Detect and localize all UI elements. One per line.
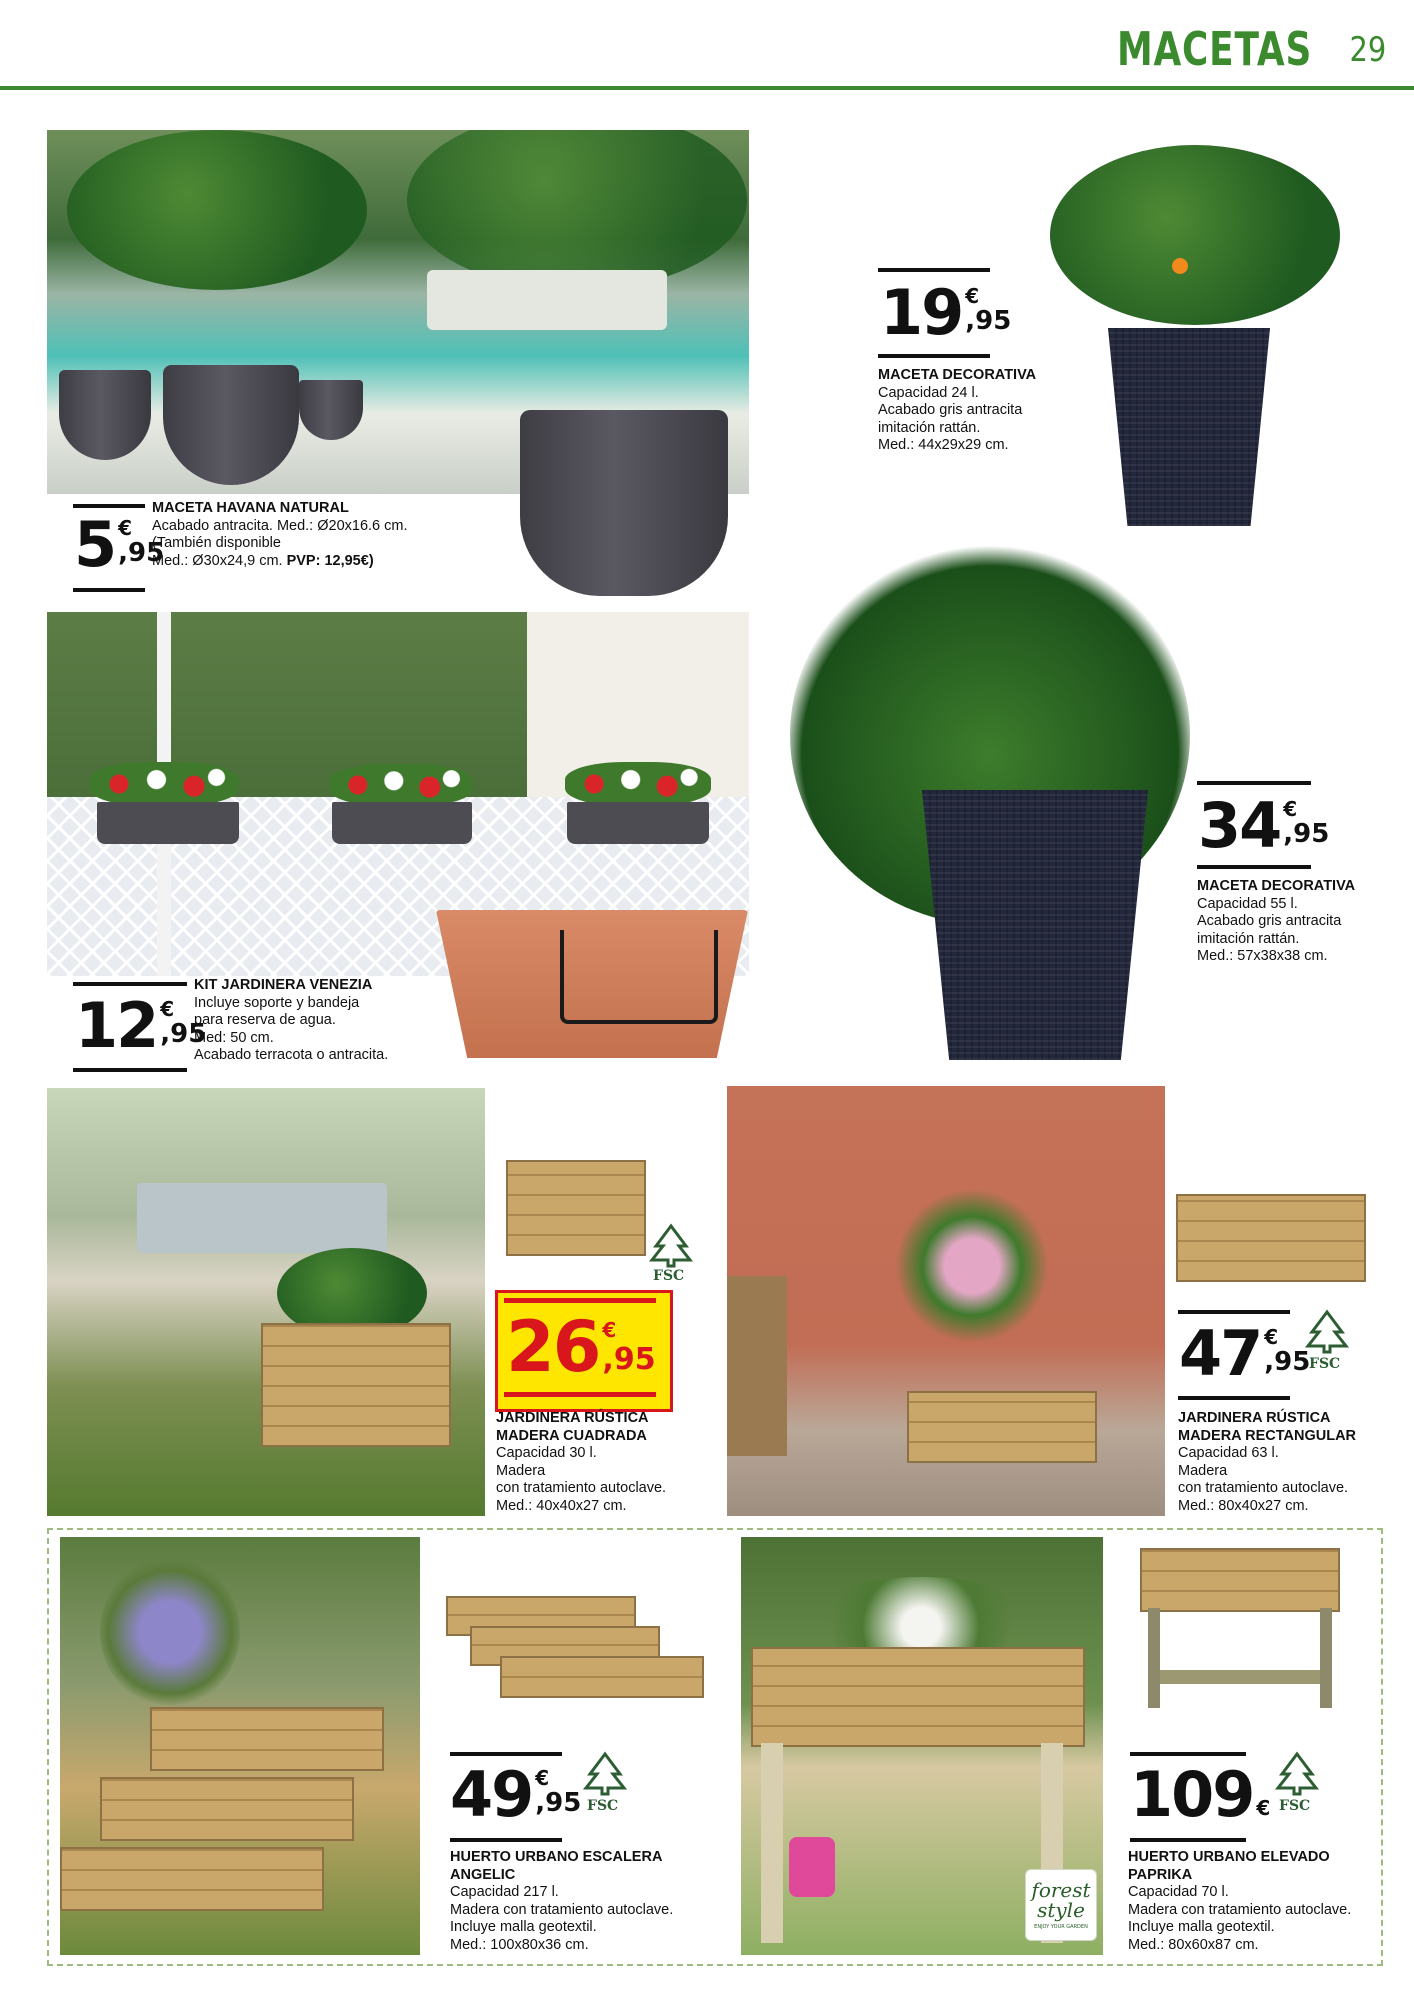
window-box-3 (567, 802, 709, 844)
angelic-price (450, 1758, 582, 1831)
desc-line: Med.: 40x40x27 cm. (496, 1497, 627, 1514)
paprika-description (1128, 1849, 1378, 1954)
product-name: HUERTO URBANO ESCALERA (450, 1849, 663, 1865)
price-currency: € (160, 997, 175, 1021)
red-white-flowers (329, 764, 473, 806)
brand-line1: forest (1031, 1878, 1091, 1902)
product-name: JARDINERA RÚSTICA (496, 1410, 649, 1426)
venezia-price-bar-bottom (73, 1068, 187, 1072)
price-integer: 109 (1130, 1758, 1254, 1831)
angelic-tier-3 (500, 1656, 704, 1698)
desc-line: para reserva de agua. (194, 1012, 336, 1028)
cuadrada-lifestyle-photo (47, 1088, 485, 1516)
price-decimal: ,95 (965, 306, 1012, 336)
red-white-flowers (89, 762, 239, 806)
pool-pot-medium (299, 380, 363, 440)
price-decimal: ,95 (1264, 1347, 1311, 1377)
price-integer: 26 (506, 1306, 600, 1388)
pvp-price: PVP: 12,95€) (286, 552, 374, 569)
fsc-label: FSC (1309, 1356, 1341, 1372)
desc-line: Med: 50 cm. (194, 1029, 274, 1046)
dining-table (137, 1183, 387, 1253)
desc-line: Incluye malla geotextil. (450, 1919, 597, 1935)
price-integer: 19 (880, 276, 963, 349)
paprika-price-bar-bottom (1130, 1838, 1246, 1842)
deco55-price-bar-bottom (1197, 865, 1311, 869)
desc-line: (También disponible (152, 535, 281, 551)
window-box-2 (332, 802, 472, 844)
product-name: MACETA HAVANA NATURAL (152, 500, 349, 516)
brand-tagline: ENJOY YOUR GARDEN (1034, 1924, 1088, 1930)
pool-pot-large (163, 365, 299, 485)
desc-line: Madera (1178, 1462, 1228, 1479)
price-decimal: ,95 (602, 1342, 656, 1377)
havana-pot-product (520, 410, 728, 596)
desc-line: Acabado antracita. Med.: Ø20x16.6 cm. (152, 517, 408, 534)
desc-line: Capacidad 24 l. (878, 384, 979, 401)
rectangular-price (1179, 1317, 1311, 1390)
orange-fruit (1172, 258, 1188, 274)
price-integer: 49 (450, 1758, 533, 1831)
raised-bed-leg-left (761, 1743, 783, 1943)
price-currency: € (535, 1766, 550, 1790)
rectangular-description (1178, 1410, 1403, 1515)
desc-line: Madera con tratamiento autoclave. (450, 1901, 674, 1918)
window-box-1 (97, 802, 239, 844)
venezia-description (194, 977, 434, 1065)
angelic-price-bar-bottom (450, 1838, 562, 1842)
page-number: 29 (1349, 30, 1386, 70)
havana-price (74, 508, 165, 581)
brand-line2: style (1037, 1898, 1085, 1922)
desc-line: Acabado gris antracita (878, 402, 1023, 418)
tiered-bed-top (150, 1707, 384, 1771)
deco24-rattan-pot (1108, 328, 1270, 526)
tiered-bed-bottom (60, 1847, 324, 1911)
tiered-bed-middle (100, 1777, 354, 1841)
desc-line: Madera con tratamiento autoclave. (1128, 1901, 1352, 1918)
wooden-bench (727, 1276, 787, 1456)
desc-line: Capacidad 217 l. (450, 1884, 559, 1900)
deco55-description (1197, 878, 1397, 966)
havana-price-bar-bottom (73, 588, 145, 592)
paprika-leg (1148, 1608, 1160, 1708)
price-currency: € (965, 284, 980, 308)
rectangular-price-bar-top (1178, 1310, 1290, 1314)
desc-line: con tratamiento autoclave. (496, 1480, 667, 1496)
raised-bed-box (751, 1647, 1085, 1747)
price-integer: 34 (1198, 789, 1281, 862)
price-decimal: ,95 (1283, 819, 1330, 849)
deco55-price (1198, 789, 1330, 862)
palm-foliage (67, 130, 367, 290)
paprika-shelf (1160, 1670, 1320, 1684)
promo-stripe-bottom (504, 1392, 656, 1397)
price-integer: 12 (75, 989, 158, 1062)
product-name: PAPRIKA (1128, 1866, 1193, 1883)
angelic-lifestyle-photo (60, 1537, 420, 1955)
watering-can (789, 1837, 835, 1897)
price-integer: 47 (1179, 1317, 1262, 1390)
desc-line: Med.: 80x40x27 cm. (1178, 1497, 1309, 1514)
desc-line: Med.: 100x80x36 cm. (450, 1936, 589, 1953)
price-decimal: ,95 (118, 538, 165, 568)
lavender (100, 1557, 240, 1707)
venezia-price-bar-top (73, 982, 187, 986)
price-integer: 5 (74, 508, 116, 581)
desc-line: Capacidad 63 l. (1178, 1445, 1279, 1461)
rectangular-planter-in-scene (907, 1391, 1097, 1463)
paprika-lifestyle-photo (741, 1537, 1103, 1955)
desc-line: Acabado gris antracita (1197, 913, 1342, 929)
desc-line: Capacidad 55 l. (1197, 895, 1298, 912)
paprika-box-product (1140, 1548, 1340, 1612)
product-name: KIT JARDINERA VENEZIA (194, 977, 373, 993)
price-currency: € (602, 1318, 617, 1342)
desc-line: Capacidad 70 l. (1128, 1884, 1229, 1900)
price-currency: € (118, 516, 133, 540)
desc-line: Incluye soporte y bandeja (194, 994, 360, 1011)
desc-line: con tratamiento autoclave. (1178, 1480, 1349, 1496)
desc-line: Med.: 44x29x29 cm. (878, 437, 1009, 453)
paprika-price (1130, 1758, 1271, 1831)
venezia-price (75, 989, 207, 1062)
rectangular-planter-product (1176, 1194, 1366, 1282)
fsc-label: FSC (587, 1798, 619, 1814)
cuadrada-planter-product (506, 1160, 646, 1256)
price-currency: € (1264, 1325, 1279, 1349)
product-name: ANGELIC (450, 1866, 516, 1883)
forest-style-badge (1025, 1869, 1097, 1941)
desc-line: Med.: Ø30x24,9 cm. PVP: 12,95€) (152, 552, 374, 569)
cuadrada-price (506, 1306, 656, 1388)
desc-line: Med.: 80x60x87 cm. (1128, 1936, 1259, 1953)
desc-line: imitación rattán. (878, 419, 981, 436)
desc-line: Incluye malla geotextil. (1128, 1919, 1275, 1935)
deco55-price-bar-top (1197, 781, 1311, 785)
price-decimal: ,95 (535, 1788, 582, 1818)
price-currency: € (1256, 1796, 1271, 1820)
pink-flowers (897, 1186, 1047, 1346)
desc-line: Capacidad 30 l. (496, 1445, 597, 1461)
sofa (427, 270, 667, 330)
pool-pot-small (59, 370, 151, 460)
product-name: MACETA DECORATIVA (1197, 878, 1356, 894)
havana-description (152, 500, 512, 570)
angelic-price-bar-top (450, 1752, 562, 1756)
product-name: MADERA CUADRADA (496, 1427, 647, 1444)
paprika-price-bar-top (1130, 1752, 1246, 1756)
deco24-description (878, 367, 1078, 455)
angelic-description (450, 1849, 720, 1954)
price-currency: € (1283, 797, 1298, 821)
promo-stripe-top (504, 1298, 656, 1303)
cuadrada-description (496, 1410, 716, 1515)
deco24-price-bar-top (878, 268, 990, 272)
rectangular-price-bar-bottom (1178, 1396, 1290, 1400)
fsc-label: FSC (653, 1268, 685, 1284)
product-name: MACETA DECORATIVA (878, 367, 1037, 383)
price-decimal: ,95 (160, 1019, 207, 1049)
product-name: MADERA RECTANGULAR (1178, 1427, 1357, 1444)
page-title: MACETAS (1116, 22, 1312, 76)
tropical-foliage (407, 130, 747, 290)
desc-line: Acabado terracota o antracita. (194, 1047, 389, 1063)
red-white-flowers (565, 762, 711, 806)
deco55-rattan-pot (922, 790, 1148, 1060)
product-name: JARDINERA RÚSTICA (1178, 1410, 1331, 1426)
deco24-price-bar-bottom (878, 354, 990, 358)
desc-line: Med.: 57x38x38 cm. (1197, 948, 1328, 964)
deco24-price (880, 276, 1012, 349)
fsc-label: FSC (1279, 1798, 1311, 1814)
rectangular-lifestyle-photo (727, 1086, 1165, 1516)
header-divider (0, 86, 1414, 90)
planter-bracket (560, 930, 718, 1024)
paprika-leg (1320, 1608, 1332, 1708)
desc-line: Madera (496, 1462, 546, 1479)
citrus-tree-foliage (1050, 145, 1340, 325)
product-name: HUERTO URBANO ELEVADO (1128, 1849, 1330, 1865)
desc-line: imitación rattán. (1197, 930, 1300, 947)
square-planter-in-scene (261, 1323, 451, 1447)
